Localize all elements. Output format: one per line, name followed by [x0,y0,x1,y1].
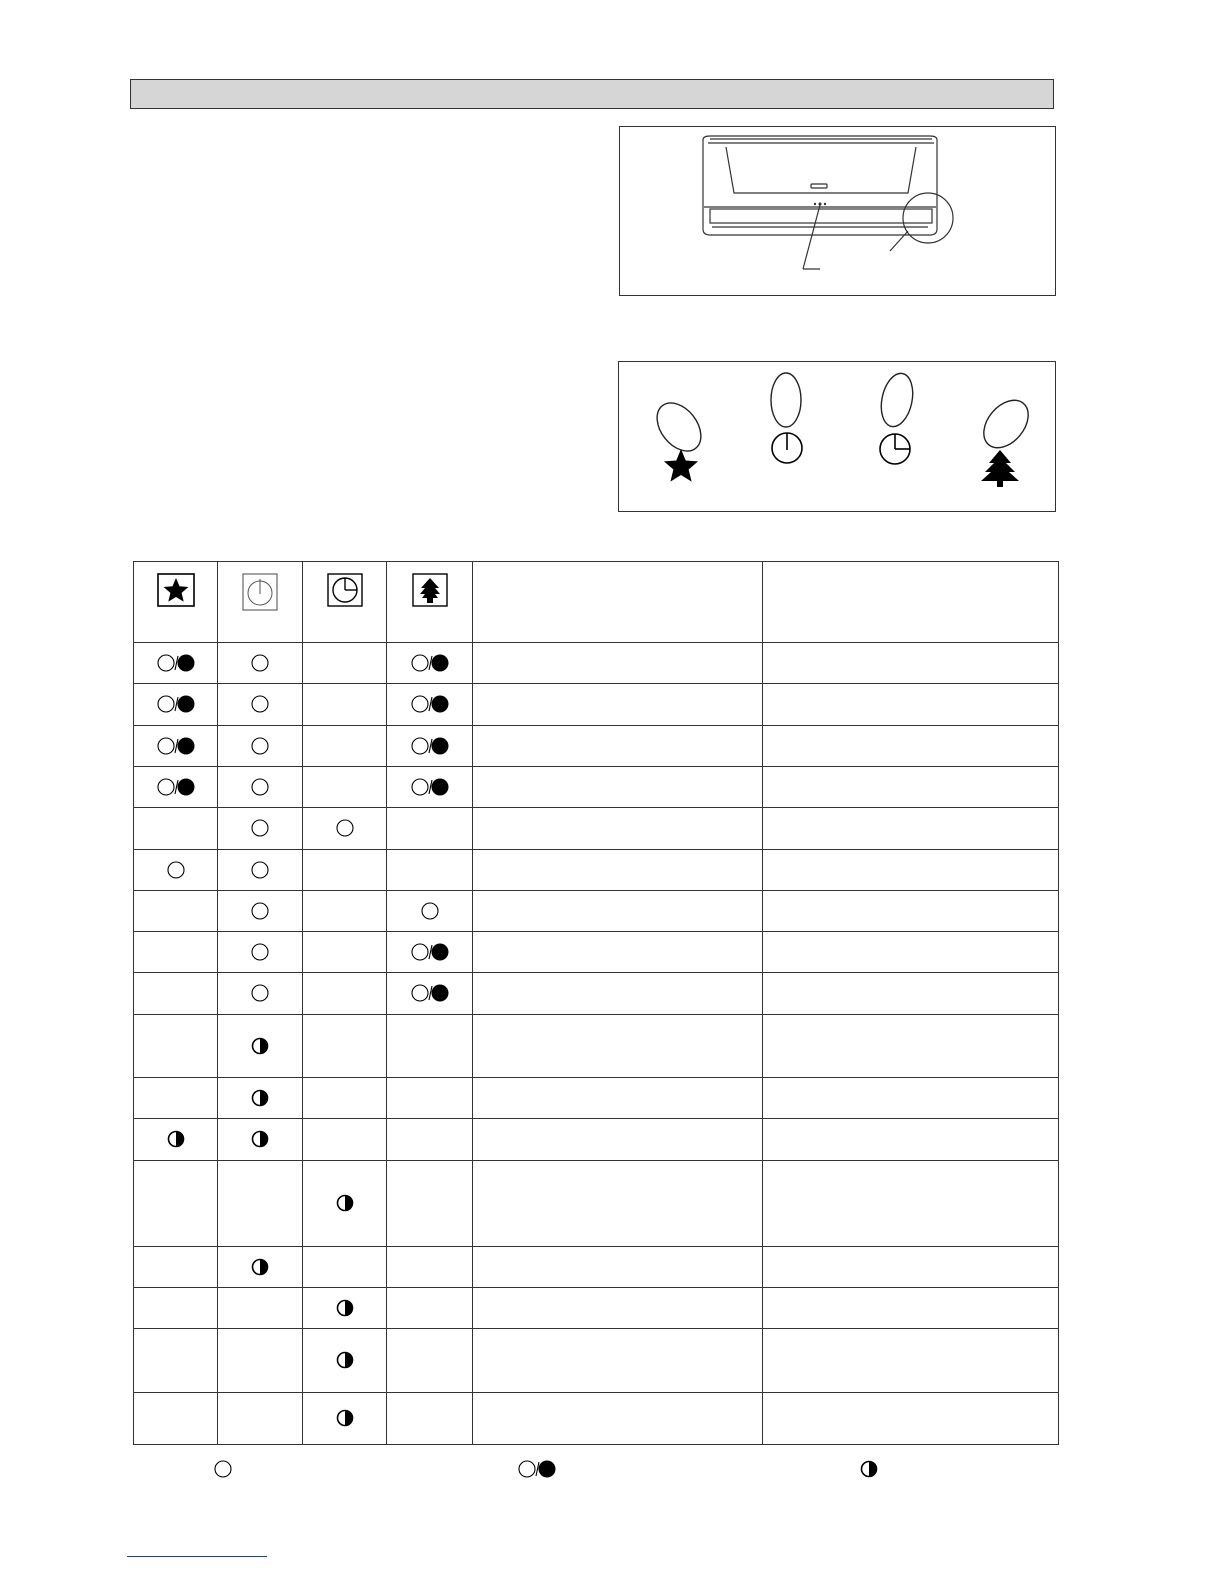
lamp-cell [387,1161,473,1247]
lamp-on-symbol [251,737,269,755]
lamp-on-symbol [214,1460,232,1478]
lamp-cell [218,973,303,1015]
table-header-row [134,562,1059,643]
lamp-cell [303,1288,387,1329]
header-cell-power [218,562,303,643]
lamp-cell [218,1288,303,1329]
remarks-cell [763,1119,1059,1161]
description-cell [473,1288,763,1329]
legend-half [860,1460,878,1482]
lamp-cell [303,1247,387,1288]
table-row [134,1078,1059,1119]
tree-icon [412,573,448,607]
lamp-cell [134,808,218,850]
header-cell-tree [387,562,473,643]
lamp-cell [218,1078,303,1119]
table-row [134,973,1059,1015]
lamp-half-symbol [336,1194,354,1212]
lamp-cell [387,932,473,973]
lamp-on-symbol [336,819,354,837]
lamp-cell [303,1329,387,1393]
remarks-cell [763,1078,1059,1119]
description-cell [473,767,763,808]
lamp-cell [134,1078,218,1119]
lamp-cell [134,973,218,1015]
lamp-on-symbol [251,902,269,920]
table-row [134,1247,1059,1288]
remarks-cell [763,684,1059,726]
lamp-half-symbol [167,1130,185,1148]
header-cell-description [473,562,763,643]
star-icon [664,449,698,482]
star-icon [157,573,195,607]
lamp-cell [387,1288,473,1329]
lamp-cell [134,1288,218,1329]
table-row [134,850,1059,891]
lamp-half-symbol [336,1409,354,1427]
lamp-on-symbol [251,943,269,961]
lamp-cell [134,850,218,891]
power-icon [242,573,278,611]
lamp-cell [134,1247,218,1288]
remarks-cell [763,1161,1059,1247]
lamp-cell [303,643,387,684]
lamp-on-symbol [251,984,269,1002]
star-lamp [648,395,710,460]
lamp-cell [303,1161,387,1247]
lamp-cell [387,1078,473,1119]
description-cell [473,1247,763,1288]
lamp-cell [218,1393,303,1445]
description-cell [473,1161,763,1247]
lamp-cell [303,726,387,767]
lamp-on-symbol [421,902,439,920]
remarks-cell [763,973,1059,1015]
lamp-cell [387,726,473,767]
lamp-cell [134,1119,218,1161]
led-status-table-body [134,562,1059,1445]
table-row [134,643,1059,684]
description-cell [473,726,763,767]
description-cell [473,1119,763,1161]
lamp-blink-symbol [411,654,449,672]
tree-icon [981,450,1019,487]
timer-lamp [877,370,918,429]
lamp-cell [134,1393,218,1445]
lamp-blink-symbol [157,778,195,796]
header-cell-star [134,562,218,643]
description-cell [473,808,763,850]
remarks-cell [763,891,1059,932]
lamp-cell [303,850,387,891]
description-cell [473,643,763,684]
lamp-cell [218,726,303,767]
power-icon [772,433,802,463]
lamp-on-symbol [251,819,269,837]
lamp-blink-symbol [411,984,449,1002]
timer-icon [327,573,363,607]
lamp-cell [387,684,473,726]
remarks-cell [763,1247,1059,1288]
lamp-cell [218,1329,303,1393]
remarks-cell [763,808,1059,850]
lamp-cell [218,1015,303,1078]
table-row [134,726,1059,767]
lamp-cell [303,1015,387,1078]
indoor-unit-figure [619,126,1056,296]
remarks-cell [763,1015,1059,1078]
lamp-cell [303,1119,387,1161]
table-row [134,1015,1059,1078]
led-status-table [133,561,1059,1445]
lamp-half-symbol [251,1089,269,1107]
remarks-cell [763,932,1059,973]
lamp-cell [218,684,303,726]
header-cell-remarks [763,562,1059,643]
lamp-half-symbol [251,1258,269,1276]
description-cell [473,1015,763,1078]
lamp-on-symbol [251,695,269,713]
lamp-cell [387,643,473,684]
tree-lamp [975,392,1037,457]
remarks-cell [763,1393,1059,1445]
remarks-cell [763,726,1059,767]
lamp-cell [387,1329,473,1393]
lamp-cell [134,726,218,767]
lamp-blink-symbol [157,654,195,672]
lamp-blink-symbol [157,737,195,755]
lamp-half-symbol [251,1130,269,1148]
lamp-cell [134,1161,218,1247]
lamp-cell [387,808,473,850]
table-row [134,1288,1059,1329]
table-row [134,1119,1059,1161]
lamp-cell [134,891,218,932]
description-cell [473,932,763,973]
lamp-cell [387,1393,473,1445]
lamp-cell [218,1161,303,1247]
description-cell [473,973,763,1015]
lamp-half-symbol [251,1037,269,1055]
lamp-on-symbol [167,861,185,879]
table-row [134,1329,1059,1393]
remarks-cell [763,767,1059,808]
footer-link-underline [127,1556,267,1557]
lamp-half-symbol [336,1351,354,1369]
lamp-on-symbol [251,654,269,672]
lamp-half-symbol [860,1460,878,1478]
table-row [134,767,1059,808]
lamp-blink-symbol [157,695,195,713]
lamp-cell [387,1119,473,1161]
led-lamp-drawing [619,362,1057,513]
led-lamp-figure [618,361,1056,512]
description-cell [473,891,763,932]
legend-on [214,1460,232,1482]
lamp-cell [218,1119,303,1161]
lamp-on-symbol [251,778,269,796]
description-cell [473,1078,763,1119]
lamp-cell [303,932,387,973]
lamp-cell [387,767,473,808]
lamp-cell [218,808,303,850]
table-row [134,684,1059,726]
table-row [134,1161,1059,1247]
lamp-cell [303,767,387,808]
lamp-blink-symbol [411,695,449,713]
lamp-blink-symbol [411,943,449,961]
lamp-cell [134,932,218,973]
lamp-cell [218,891,303,932]
lamp-cell [134,1015,218,1078]
lamp-cell [303,684,387,726]
lamp-cell [218,767,303,808]
remarks-cell [763,1288,1059,1329]
description-cell [473,850,763,891]
lamp-blink-symbol [411,737,449,755]
lamp-blink-symbol [411,778,449,796]
table-row [134,1393,1059,1445]
lamp-cell [134,643,218,684]
lamp-cell [134,767,218,808]
power-lamp [771,373,801,427]
description-cell [473,1393,763,1445]
lamp-cell [387,891,473,932]
remarks-cell [763,850,1059,891]
section-header-bar [130,79,1054,109]
table-row [134,891,1059,932]
lamp-cell [303,808,387,850]
lamp-cell [387,850,473,891]
remarks-cell [763,643,1059,684]
lamp-cell [303,1393,387,1445]
description-cell [473,1329,763,1393]
indoor-unit-drawing [620,127,1057,297]
lamp-blink-symbol [518,1460,556,1478]
timer-icon [880,434,910,464]
lamp-half-symbol [336,1299,354,1317]
lamp-cell [387,1015,473,1078]
lamp-on-symbol [251,861,269,879]
lamp-cell [218,932,303,973]
lamp-cell [218,850,303,891]
lamp-cell [387,973,473,1015]
remarks-cell [763,1329,1059,1393]
lamp-cell [387,1247,473,1288]
description-cell [473,684,763,726]
table-row [134,932,1059,973]
lamp-cell [134,1329,218,1393]
lamp-cell [303,973,387,1015]
lamp-cell [303,1078,387,1119]
lamp-cell [218,643,303,684]
legend-blink [518,1460,556,1482]
lamp-cell [134,684,218,726]
lamp-cell [303,891,387,932]
table-row [134,808,1059,850]
header-cell-timer [303,562,387,643]
lamp-cell [218,1247,303,1288]
